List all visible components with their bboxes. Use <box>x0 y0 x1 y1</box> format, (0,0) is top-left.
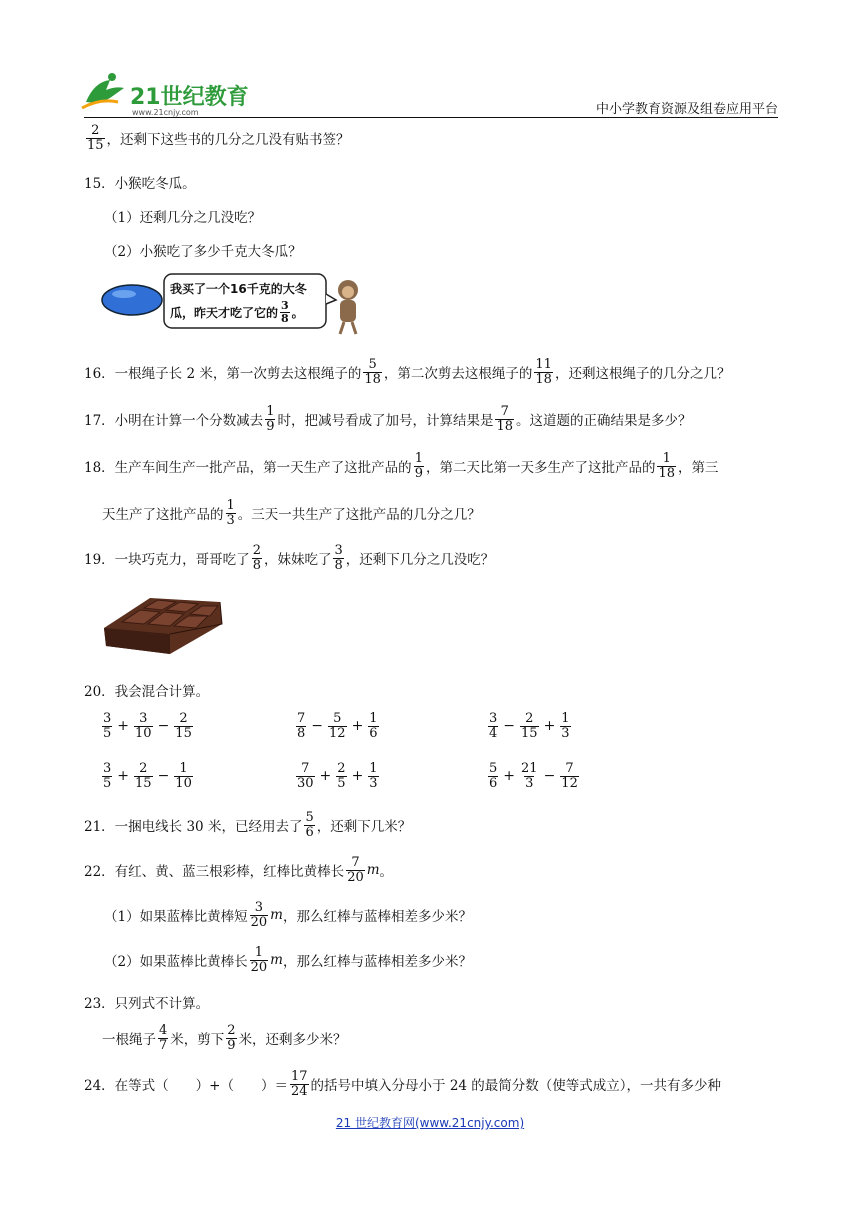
operator: − <box>157 768 170 785</box>
q19 <box>84 544 494 572</box>
fraction: $\frac{3}{5}$ <box>103 711 112 741</box>
fraction: $\frac{3}{8}$ <box>281 299 289 325</box>
fraction: $\frac{1}{3}$ <box>226 498 235 528</box>
unit-label: m <box>270 907 283 924</box>
q22 <box>84 856 393 884</box>
q14-tail <box>84 124 350 152</box>
q23-title: 23．只列式不计算。 <box>84 996 210 1012</box>
q19-text-c: ，还剩下几分之几没吃？ <box>345 552 495 569</box>
speech-bubble-line-1: 我买了一个16千克的大冬 <box>170 282 307 296</box>
q16-text-b: ，第二次剪去这根绳子的 <box>383 366 533 383</box>
bubble-text-end: 。 <box>291 305 304 320</box>
q15-illustration <box>100 272 365 342</box>
mixed-expression <box>294 762 381 790</box>
fraction: $\frac{3}{20}$ <box>250 900 268 930</box>
q21 <box>84 811 411 839</box>
fraction: $\frac{2}{15}$ <box>521 711 538 741</box>
mixed-expression <box>486 762 581 790</box>
q17 <box>84 405 692 433</box>
operator: + <box>117 718 130 735</box>
q17-text-c: 。这道题的正确结果是多少？ <box>516 413 692 430</box>
fraction: $\frac{7}{8}$ <box>297 711 306 741</box>
operator: − <box>503 718 516 735</box>
fraction: $\frac{2}{15}$ <box>135 761 152 791</box>
q22-subquestion-1 <box>104 901 472 929</box>
fraction: $\frac{2}{15}$ <box>87 123 104 153</box>
q19-text-a: 19．一块巧克力，哥哥吃了 <box>84 552 250 569</box>
q17-text-a: 17．小明在计算一个分数减去 <box>84 413 264 430</box>
q15-subquestion-1: （1）还剩几分之几没吃？ <box>104 210 262 226</box>
fraction: $\frac{1}{10}$ <box>175 761 192 791</box>
q23-text-c: 米，还剩多少米？ <box>238 1032 347 1049</box>
q15-subquestion-2: （2）小猴吃了多少千克大冬瓜？ <box>104 244 302 260</box>
mixed-expression <box>294 712 381 740</box>
q18-text-b: ，第二天比第一天多生产了这批产品的 <box>425 460 656 477</box>
fraction: $\frac{2}{5}$ <box>337 761 346 791</box>
mixed-expression <box>100 762 195 790</box>
fraction: $\frac{1}{3}$ <box>369 761 378 791</box>
q16-text-c: ，还剩这根绳子的几分之几？ <box>554 366 731 383</box>
unit-label: m <box>270 952 283 969</box>
fraction: $\frac{5}{6}$ <box>305 810 314 840</box>
q18-text-a: 18．生产车间生产一批产品，第一天生产了这批产品的 <box>84 460 412 477</box>
q24-text-a: 24．在等式（ ）+（ ）＝ <box>84 1078 288 1095</box>
fraction: $\frac{1}{6}$ <box>369 711 378 741</box>
fraction: $\frac{1}{3}$ <box>561 711 570 741</box>
fraction: $\frac{21}{3}$ <box>521 761 538 791</box>
fraction: $\frac{11}{18}$ <box>535 357 552 387</box>
operator: + <box>117 768 130 785</box>
q23-text-a: 一根绳子 <box>102 1032 156 1049</box>
operator: − <box>311 718 324 735</box>
fraction: $\frac{7}{12}$ <box>561 761 578 791</box>
q17-text-b: 时，把减号看成了加号，计算结果是 <box>277 413 494 430</box>
site-logo <box>80 68 250 118</box>
q24 <box>84 1070 721 1098</box>
fraction: $\frac{1}{18}$ <box>658 451 676 481</box>
q18-text-d: 天生产了这批产品的 <box>102 507 224 524</box>
q21-text-a: 21．一捆电线长 30 米，已经用去了 <box>84 819 303 836</box>
header-divider <box>84 117 778 118</box>
q16 <box>84 358 730 386</box>
q22-subquestion-2 <box>104 946 472 974</box>
fraction: $\frac{7}{20}$ <box>347 855 364 885</box>
operator: + <box>351 718 364 735</box>
operator: + <box>319 768 332 785</box>
fraction: $\frac{2}{9}$ <box>227 1023 236 1053</box>
q22-s1-text-b: ，那么红棒与蓝棒相差多少米？ <box>282 909 472 926</box>
q18-line-1 <box>84 452 719 480</box>
q18-text-e: 。三天一共生产了这批产品的几分之几？ <box>237 507 481 524</box>
q24-text-b: 的括号中填入分母小于 24 的最简分数（使等式成立），一共有多少种 <box>310 1078 722 1095</box>
fraction: $\frac{7}{30}$ <box>297 761 314 791</box>
fraction: $\frac{5}{12}$ <box>329 711 346 741</box>
q15-title: 15．小猴吃冬瓜。 <box>84 176 196 192</box>
q22-s2-text-a: （2）如果蓝棒比黄棒长 <box>104 954 248 971</box>
q21-text-b: ，还剩下几米？ <box>316 819 412 836</box>
fraction: $\frac{7}{18}$ <box>496 404 514 434</box>
fraction: $\frac{4}{7}$ <box>159 1023 168 1053</box>
mixed-expression <box>100 712 195 740</box>
speech-bubble-line-2 <box>170 300 304 324</box>
footer <box>0 1114 860 1131</box>
q16-text-a: 16．一根绳子长 2 米，第一次剪去这根绳子的 <box>84 366 362 383</box>
fraction: $\frac{3}{10}$ <box>135 711 152 741</box>
logo-text: 21世纪教育 <box>130 85 249 110</box>
fraction: $\frac{3}{8}$ <box>334 543 343 573</box>
q20-title: 20．我会混合计算。 <box>84 684 210 700</box>
fraction: $\frac{1}{9}$ <box>266 404 275 434</box>
fraction: $\frac{1}{9}$ <box>414 451 423 481</box>
fraction: $\frac{3}{4}$ <box>489 711 498 741</box>
q23-body <box>102 1024 347 1052</box>
q22-text-b: 。 <box>379 864 394 881</box>
chocolate-image <box>100 588 226 660</box>
q14-tail-text: ，还剩下这些书的几分之几没有贴书签？ <box>106 132 350 149</box>
q22-text-a: 22．有红、黄、蓝三根彩棒，红棒比黄棒长 <box>84 864 345 881</box>
q23-text-b: 米，剪下 <box>170 1032 225 1049</box>
logo-subtext: www.21cnjy.com <box>132 108 199 117</box>
fraction: $\frac{5}{18}$ <box>364 357 381 387</box>
q22-s2-text-b: ，那么红棒与蓝棒相差多少米？ <box>282 954 472 971</box>
operator: − <box>157 718 170 735</box>
footer-link[interactable]: 21 世纪教育网(www.21cnjy.com) <box>335 1116 525 1130</box>
fraction: $\frac{2}{15}$ <box>175 711 192 741</box>
q18-text-c: ，第三 <box>678 460 719 477</box>
mixed-expression <box>486 712 573 740</box>
fraction: $\frac{17}{24}$ <box>291 1069 308 1099</box>
operator: + <box>351 768 364 785</box>
fraction: $\frac{1}{20}$ <box>250 945 268 975</box>
q19-text-b: ，妹妹吃了 <box>263 552 332 569</box>
platform-name: 中小学教育资源及组卷应用平台 <box>595 102 778 117</box>
fraction: $\frac{3}{5}$ <box>103 761 112 791</box>
q18-line-2 <box>102 499 481 527</box>
fraction: $\frac{2}{8}$ <box>252 543 261 573</box>
unit-label: m <box>366 862 380 879</box>
operator: + <box>543 718 556 735</box>
bubble-text: 瓜，昨天才吃了它的 <box>170 305 279 320</box>
operator: − <box>543 768 556 785</box>
q22-s1-text-a: （1）如果蓝棒比黄棒短 <box>104 909 248 926</box>
operator: + <box>503 768 516 785</box>
fraction: $\frac{5}{6}$ <box>489 761 498 791</box>
